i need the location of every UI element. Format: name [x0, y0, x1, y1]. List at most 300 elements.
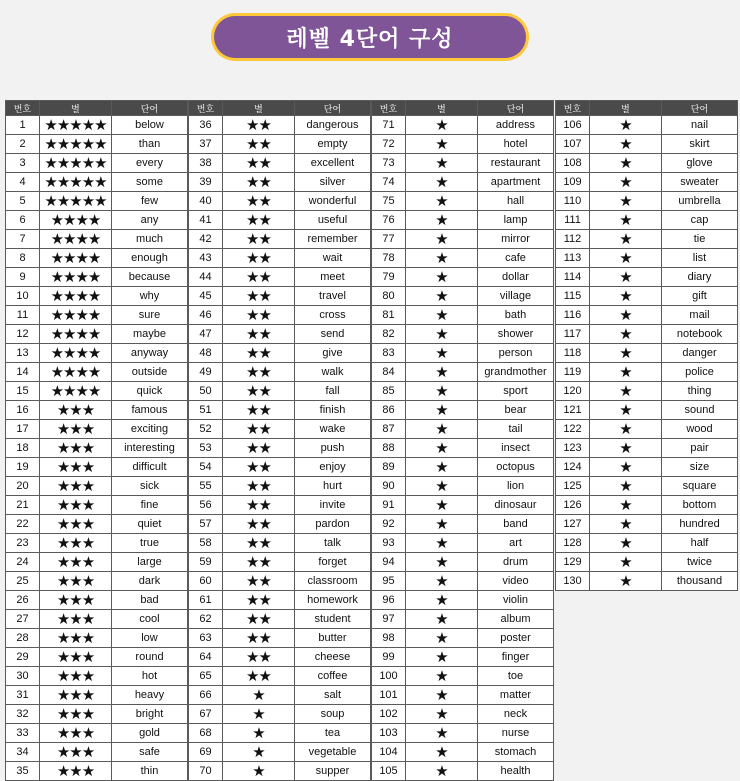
word-text: excellent	[295, 154, 371, 173]
word-text: because	[112, 268, 188, 287]
star-rating-icon: ★★	[223, 173, 295, 192]
star-rating-icon: ★	[406, 724, 478, 743]
table-row	[189, 610, 371, 629]
star-rating-icon: ★	[406, 306, 478, 325]
word-text: interesting	[112, 439, 188, 458]
word-number: 60	[189, 572, 223, 591]
word-text: push	[295, 439, 371, 458]
word-text: octopus	[478, 458, 554, 477]
word-text: true	[112, 534, 188, 553]
star-rating-icon: ★	[406, 477, 478, 496]
table-row	[189, 192, 371, 211]
header-number: 번호	[556, 101, 590, 116]
word-text: soup	[295, 705, 371, 724]
word-number: 15	[6, 382, 40, 401]
word-number: 23	[6, 534, 40, 553]
word-number: 98	[372, 629, 406, 648]
table-row	[556, 420, 738, 439]
word-text: sure	[112, 306, 188, 325]
star-rating-icon: ★★★	[40, 496, 112, 515]
word-text: matter	[478, 686, 554, 705]
star-rating-icon: ★★	[223, 306, 295, 325]
word-number: 24	[6, 553, 40, 572]
word-text: wonderful	[295, 192, 371, 211]
word-number: 19	[6, 458, 40, 477]
star-rating-icon: ★★★★	[40, 382, 112, 401]
word-text: stomach	[478, 743, 554, 762]
table-row	[6, 648, 188, 667]
word-number: 37	[189, 135, 223, 154]
word-text: notebook	[662, 325, 738, 344]
word-number: 18	[6, 439, 40, 458]
word-text: gold	[112, 724, 188, 743]
word-number: 46	[189, 306, 223, 325]
word-text: twice	[662, 553, 738, 572]
star-rating-icon: ★★	[223, 439, 295, 458]
word-number: 63	[189, 629, 223, 648]
word-number: 74	[372, 173, 406, 192]
word-number: 104	[372, 743, 406, 762]
header-stars: 별	[590, 101, 662, 116]
word-number: 120	[556, 382, 590, 401]
star-rating-icon: ★	[590, 382, 662, 401]
star-rating-icon: ★★★	[40, 591, 112, 610]
star-rating-icon: ★	[590, 477, 662, 496]
word-text: cheese	[295, 648, 371, 667]
word-number: 7	[6, 230, 40, 249]
star-rating-icon: ★	[406, 591, 478, 610]
table-row	[372, 401, 554, 420]
table-row	[372, 230, 554, 249]
table-row	[189, 211, 371, 230]
word-number: 21	[6, 496, 40, 515]
word-text: talk	[295, 534, 371, 553]
word-number: 91	[372, 496, 406, 515]
star-rating-icon: ★★	[223, 610, 295, 629]
star-rating-icon: ★	[406, 401, 478, 420]
star-rating-icon: ★★	[223, 591, 295, 610]
word-text: safe	[112, 743, 188, 762]
star-rating-icon: ★★★	[40, 686, 112, 705]
star-rating-icon: ★	[406, 420, 478, 439]
star-rating-icon: ★★	[223, 667, 295, 686]
word-text: quick	[112, 382, 188, 401]
word-table	[5, 100, 188, 781]
word-number: 128	[556, 534, 590, 553]
star-rating-icon: ★	[223, 686, 295, 705]
word-number: 54	[189, 458, 223, 477]
word-number: 122	[556, 420, 590, 439]
star-rating-icon: ★★★★★	[40, 135, 112, 154]
table-row	[6, 173, 188, 192]
table-row	[6, 458, 188, 477]
star-rating-icon: ★	[590, 211, 662, 230]
word-text: bath	[478, 306, 554, 325]
table-row	[372, 553, 554, 572]
star-rating-icon: ★	[590, 325, 662, 344]
star-rating-icon: ★★	[223, 553, 295, 572]
star-rating-icon: ★★★★	[40, 268, 112, 287]
word-text: tie	[662, 230, 738, 249]
word-text: fine	[112, 496, 188, 515]
word-number: 112	[556, 230, 590, 249]
table-row	[6, 268, 188, 287]
word-text: nurse	[478, 724, 554, 743]
word-text: famous	[112, 401, 188, 420]
star-rating-icon: ★★★	[40, 553, 112, 572]
table-row	[6, 287, 188, 306]
word-text: skirt	[662, 135, 738, 154]
table-row	[6, 705, 188, 724]
star-rating-icon: ★★	[223, 629, 295, 648]
word-text: walk	[295, 363, 371, 382]
table-row	[189, 135, 371, 154]
word-number: 84	[372, 363, 406, 382]
table-row	[6, 496, 188, 515]
table-row	[6, 629, 188, 648]
word-text: cafe	[478, 249, 554, 268]
star-rating-icon: ★	[590, 135, 662, 154]
star-rating-icon: ★★	[223, 344, 295, 363]
table-row	[556, 458, 738, 477]
word-number: 67	[189, 705, 223, 724]
table-row	[6, 439, 188, 458]
word-text: thousand	[662, 572, 738, 591]
star-rating-icon: ★	[590, 515, 662, 534]
star-rating-icon: ★★★	[40, 629, 112, 648]
table-row	[189, 401, 371, 420]
table-row	[556, 325, 738, 344]
word-number: 11	[6, 306, 40, 325]
table-row	[372, 477, 554, 496]
word-number: 82	[372, 325, 406, 344]
word-text: wait	[295, 249, 371, 268]
word-number: 9	[6, 268, 40, 287]
word-text: outside	[112, 363, 188, 382]
word-number: 123	[556, 439, 590, 458]
star-rating-icon: ★★★★★	[40, 192, 112, 211]
word-number: 53	[189, 439, 223, 458]
table-row	[556, 173, 738, 192]
word-number: 48	[189, 344, 223, 363]
word-text: some	[112, 173, 188, 192]
word-number: 65	[189, 667, 223, 686]
word-text: sweater	[662, 173, 738, 192]
word-table	[188, 100, 371, 781]
star-rating-icon: ★★	[223, 420, 295, 439]
table-row	[189, 439, 371, 458]
star-rating-icon: ★★	[223, 534, 295, 553]
word-number: 36	[189, 116, 223, 135]
star-rating-icon: ★★★	[40, 515, 112, 534]
word-text: supper	[295, 762, 371, 781]
word-number: 92	[372, 515, 406, 534]
table-row	[372, 610, 554, 629]
word-text: every	[112, 154, 188, 173]
table-row	[6, 762, 188, 781]
table-row	[556, 534, 738, 553]
table-row	[189, 173, 371, 192]
star-rating-icon: ★★	[223, 382, 295, 401]
word-number: 56	[189, 496, 223, 515]
table-row	[6, 249, 188, 268]
word-text: forget	[295, 553, 371, 572]
table-row	[189, 743, 371, 762]
table-row	[189, 667, 371, 686]
word-number: 78	[372, 249, 406, 268]
table-row	[372, 306, 554, 325]
table-row	[189, 249, 371, 268]
word-number: 50	[189, 382, 223, 401]
star-rating-icon: ★★★★	[40, 363, 112, 382]
table-row	[372, 591, 554, 610]
table-row	[556, 363, 738, 382]
table-row	[556, 401, 738, 420]
word-number: 94	[372, 553, 406, 572]
header-word: 단어	[112, 101, 188, 116]
table-row	[189, 591, 371, 610]
word-number: 30	[6, 667, 40, 686]
word-number: 28	[6, 629, 40, 648]
table-row	[6, 211, 188, 230]
star-rating-icon: ★★★★★	[40, 154, 112, 173]
word-table	[371, 100, 554, 781]
word-number: 87	[372, 420, 406, 439]
star-rating-icon: ★★★	[40, 420, 112, 439]
word-text: wake	[295, 420, 371, 439]
star-rating-icon: ★★★	[40, 705, 112, 724]
word-text: mail	[662, 306, 738, 325]
table-row	[372, 705, 554, 724]
word-text: insect	[478, 439, 554, 458]
table-row	[6, 135, 188, 154]
star-rating-icon: ★★★★	[40, 211, 112, 230]
star-rating-icon: ★	[406, 154, 478, 173]
star-rating-icon: ★	[406, 496, 478, 515]
star-rating-icon: ★★	[223, 287, 295, 306]
word-number: 109	[556, 173, 590, 192]
star-rating-icon: ★★★	[40, 477, 112, 496]
table-row	[556, 287, 738, 306]
word-text: below	[112, 116, 188, 135]
table-row	[372, 667, 554, 686]
table-row	[6, 477, 188, 496]
star-rating-icon: ★★	[223, 363, 295, 382]
word-text: heavy	[112, 686, 188, 705]
table-row	[189, 553, 371, 572]
star-rating-icon: ★	[406, 211, 478, 230]
table-row	[556, 553, 738, 572]
table-row	[556, 154, 738, 173]
word-number: 2	[6, 135, 40, 154]
word-text: sport	[478, 382, 554, 401]
star-rating-icon: ★★★	[40, 439, 112, 458]
star-rating-icon: ★	[406, 268, 478, 287]
word-number: 33	[6, 724, 40, 743]
word-text: pair	[662, 439, 738, 458]
star-rating-icon: ★	[406, 173, 478, 192]
star-rating-icon: ★	[406, 363, 478, 382]
star-rating-icon: ★★	[223, 211, 295, 230]
star-rating-icon: ★	[406, 648, 478, 667]
word-text: fall	[295, 382, 371, 401]
star-rating-icon: ★	[590, 249, 662, 268]
table-row	[6, 401, 188, 420]
table-row	[556, 306, 738, 325]
table-row	[6, 230, 188, 249]
word-text: difficult	[112, 458, 188, 477]
star-rating-icon: ★	[223, 743, 295, 762]
star-rating-icon: ★★	[223, 648, 295, 667]
star-rating-icon: ★	[406, 382, 478, 401]
word-text: glove	[662, 154, 738, 173]
word-number: 5	[6, 192, 40, 211]
word-number: 16	[6, 401, 40, 420]
word-text: student	[295, 610, 371, 629]
table-row	[372, 325, 554, 344]
table-row	[556, 211, 738, 230]
star-rating-icon: ★★★★	[40, 306, 112, 325]
word-text: cross	[295, 306, 371, 325]
star-rating-icon: ★★★	[40, 458, 112, 477]
table-row	[372, 344, 554, 363]
table-row	[556, 439, 738, 458]
word-number: 68	[189, 724, 223, 743]
table-row	[6, 724, 188, 743]
word-number: 81	[372, 306, 406, 325]
word-text: dollar	[478, 268, 554, 287]
star-rating-icon: ★★★★	[40, 249, 112, 268]
star-rating-icon: ★	[406, 287, 478, 306]
word-text: address	[478, 116, 554, 135]
table-row	[372, 762, 554, 781]
word-number: 55	[189, 477, 223, 496]
star-rating-icon: ★★★	[40, 572, 112, 591]
table-row	[372, 724, 554, 743]
table-row	[189, 477, 371, 496]
table-row	[189, 762, 371, 781]
word-number: 27	[6, 610, 40, 629]
word-text: list	[662, 249, 738, 268]
word-number: 99	[372, 648, 406, 667]
word-text: health	[478, 762, 554, 781]
table-row	[372, 743, 554, 762]
word-number: 73	[372, 154, 406, 173]
word-text: gift	[662, 287, 738, 306]
word-number: 70	[189, 762, 223, 781]
word-number: 89	[372, 458, 406, 477]
word-number: 119	[556, 363, 590, 382]
star-rating-icon: ★★	[223, 230, 295, 249]
star-rating-icon: ★★★★	[40, 325, 112, 344]
word-text: exciting	[112, 420, 188, 439]
star-rating-icon: ★	[590, 116, 662, 135]
table-row	[556, 572, 738, 591]
header-word: 단어	[662, 101, 738, 116]
star-rating-icon: ★★	[223, 154, 295, 173]
word-text: diary	[662, 268, 738, 287]
star-rating-icon: ★	[223, 762, 295, 781]
word-number: 129	[556, 553, 590, 572]
word-text: maybe	[112, 325, 188, 344]
word-number: 127	[556, 515, 590, 534]
star-rating-icon: ★	[406, 192, 478, 211]
star-rating-icon: ★★	[223, 249, 295, 268]
word-number: 80	[372, 287, 406, 306]
header-number: 번호	[6, 101, 40, 116]
word-number: 75	[372, 192, 406, 211]
word-text: much	[112, 230, 188, 249]
star-rating-icon: ★★	[223, 458, 295, 477]
star-rating-icon: ★★	[223, 268, 295, 287]
word-text: lion	[478, 477, 554, 496]
table-row	[372, 629, 554, 648]
word-text: drum	[478, 553, 554, 572]
word-number: 31	[6, 686, 40, 705]
word-text: band	[478, 515, 554, 534]
star-rating-icon: ★★★	[40, 534, 112, 553]
star-rating-icon: ★★★	[40, 401, 112, 420]
word-text: umbrella	[662, 192, 738, 211]
table-row	[372, 135, 554, 154]
table-row	[556, 230, 738, 249]
word-number: 118	[556, 344, 590, 363]
star-rating-icon: ★	[590, 420, 662, 439]
word-text: enough	[112, 249, 188, 268]
word-text: any	[112, 211, 188, 230]
word-text: butter	[295, 629, 371, 648]
word-text: village	[478, 287, 554, 306]
word-number: 113	[556, 249, 590, 268]
word-text: empty	[295, 135, 371, 154]
word-text: useful	[295, 211, 371, 230]
word-number: 1	[6, 116, 40, 135]
header-stars: 별	[40, 101, 112, 116]
table-row	[372, 534, 554, 553]
word-text: large	[112, 553, 188, 572]
star-rating-icon: ★	[590, 553, 662, 572]
table-row	[189, 705, 371, 724]
star-rating-icon: ★	[406, 743, 478, 762]
word-number: 96	[372, 591, 406, 610]
star-rating-icon: ★	[406, 629, 478, 648]
table-row	[372, 211, 554, 230]
table-row	[189, 344, 371, 363]
word-number: 29	[6, 648, 40, 667]
table-row	[372, 420, 554, 439]
word-number: 77	[372, 230, 406, 249]
word-number: 26	[6, 591, 40, 610]
word-text: anyway	[112, 344, 188, 363]
word-number: 25	[6, 572, 40, 591]
word-number: 10	[6, 287, 40, 306]
word-text: bottom	[662, 496, 738, 515]
word-text: album	[478, 610, 554, 629]
star-rating-icon: ★	[590, 173, 662, 192]
word-text: send	[295, 325, 371, 344]
word-number: 6	[6, 211, 40, 230]
table-row	[189, 458, 371, 477]
table-row	[189, 382, 371, 401]
table-row	[189, 724, 371, 743]
word-number: 100	[372, 667, 406, 686]
word-text: apartment	[478, 173, 554, 192]
word-number: 110	[556, 192, 590, 211]
table-row	[189, 116, 371, 135]
word-number: 12	[6, 325, 40, 344]
word-text: violin	[478, 591, 554, 610]
word-number: 105	[372, 762, 406, 781]
